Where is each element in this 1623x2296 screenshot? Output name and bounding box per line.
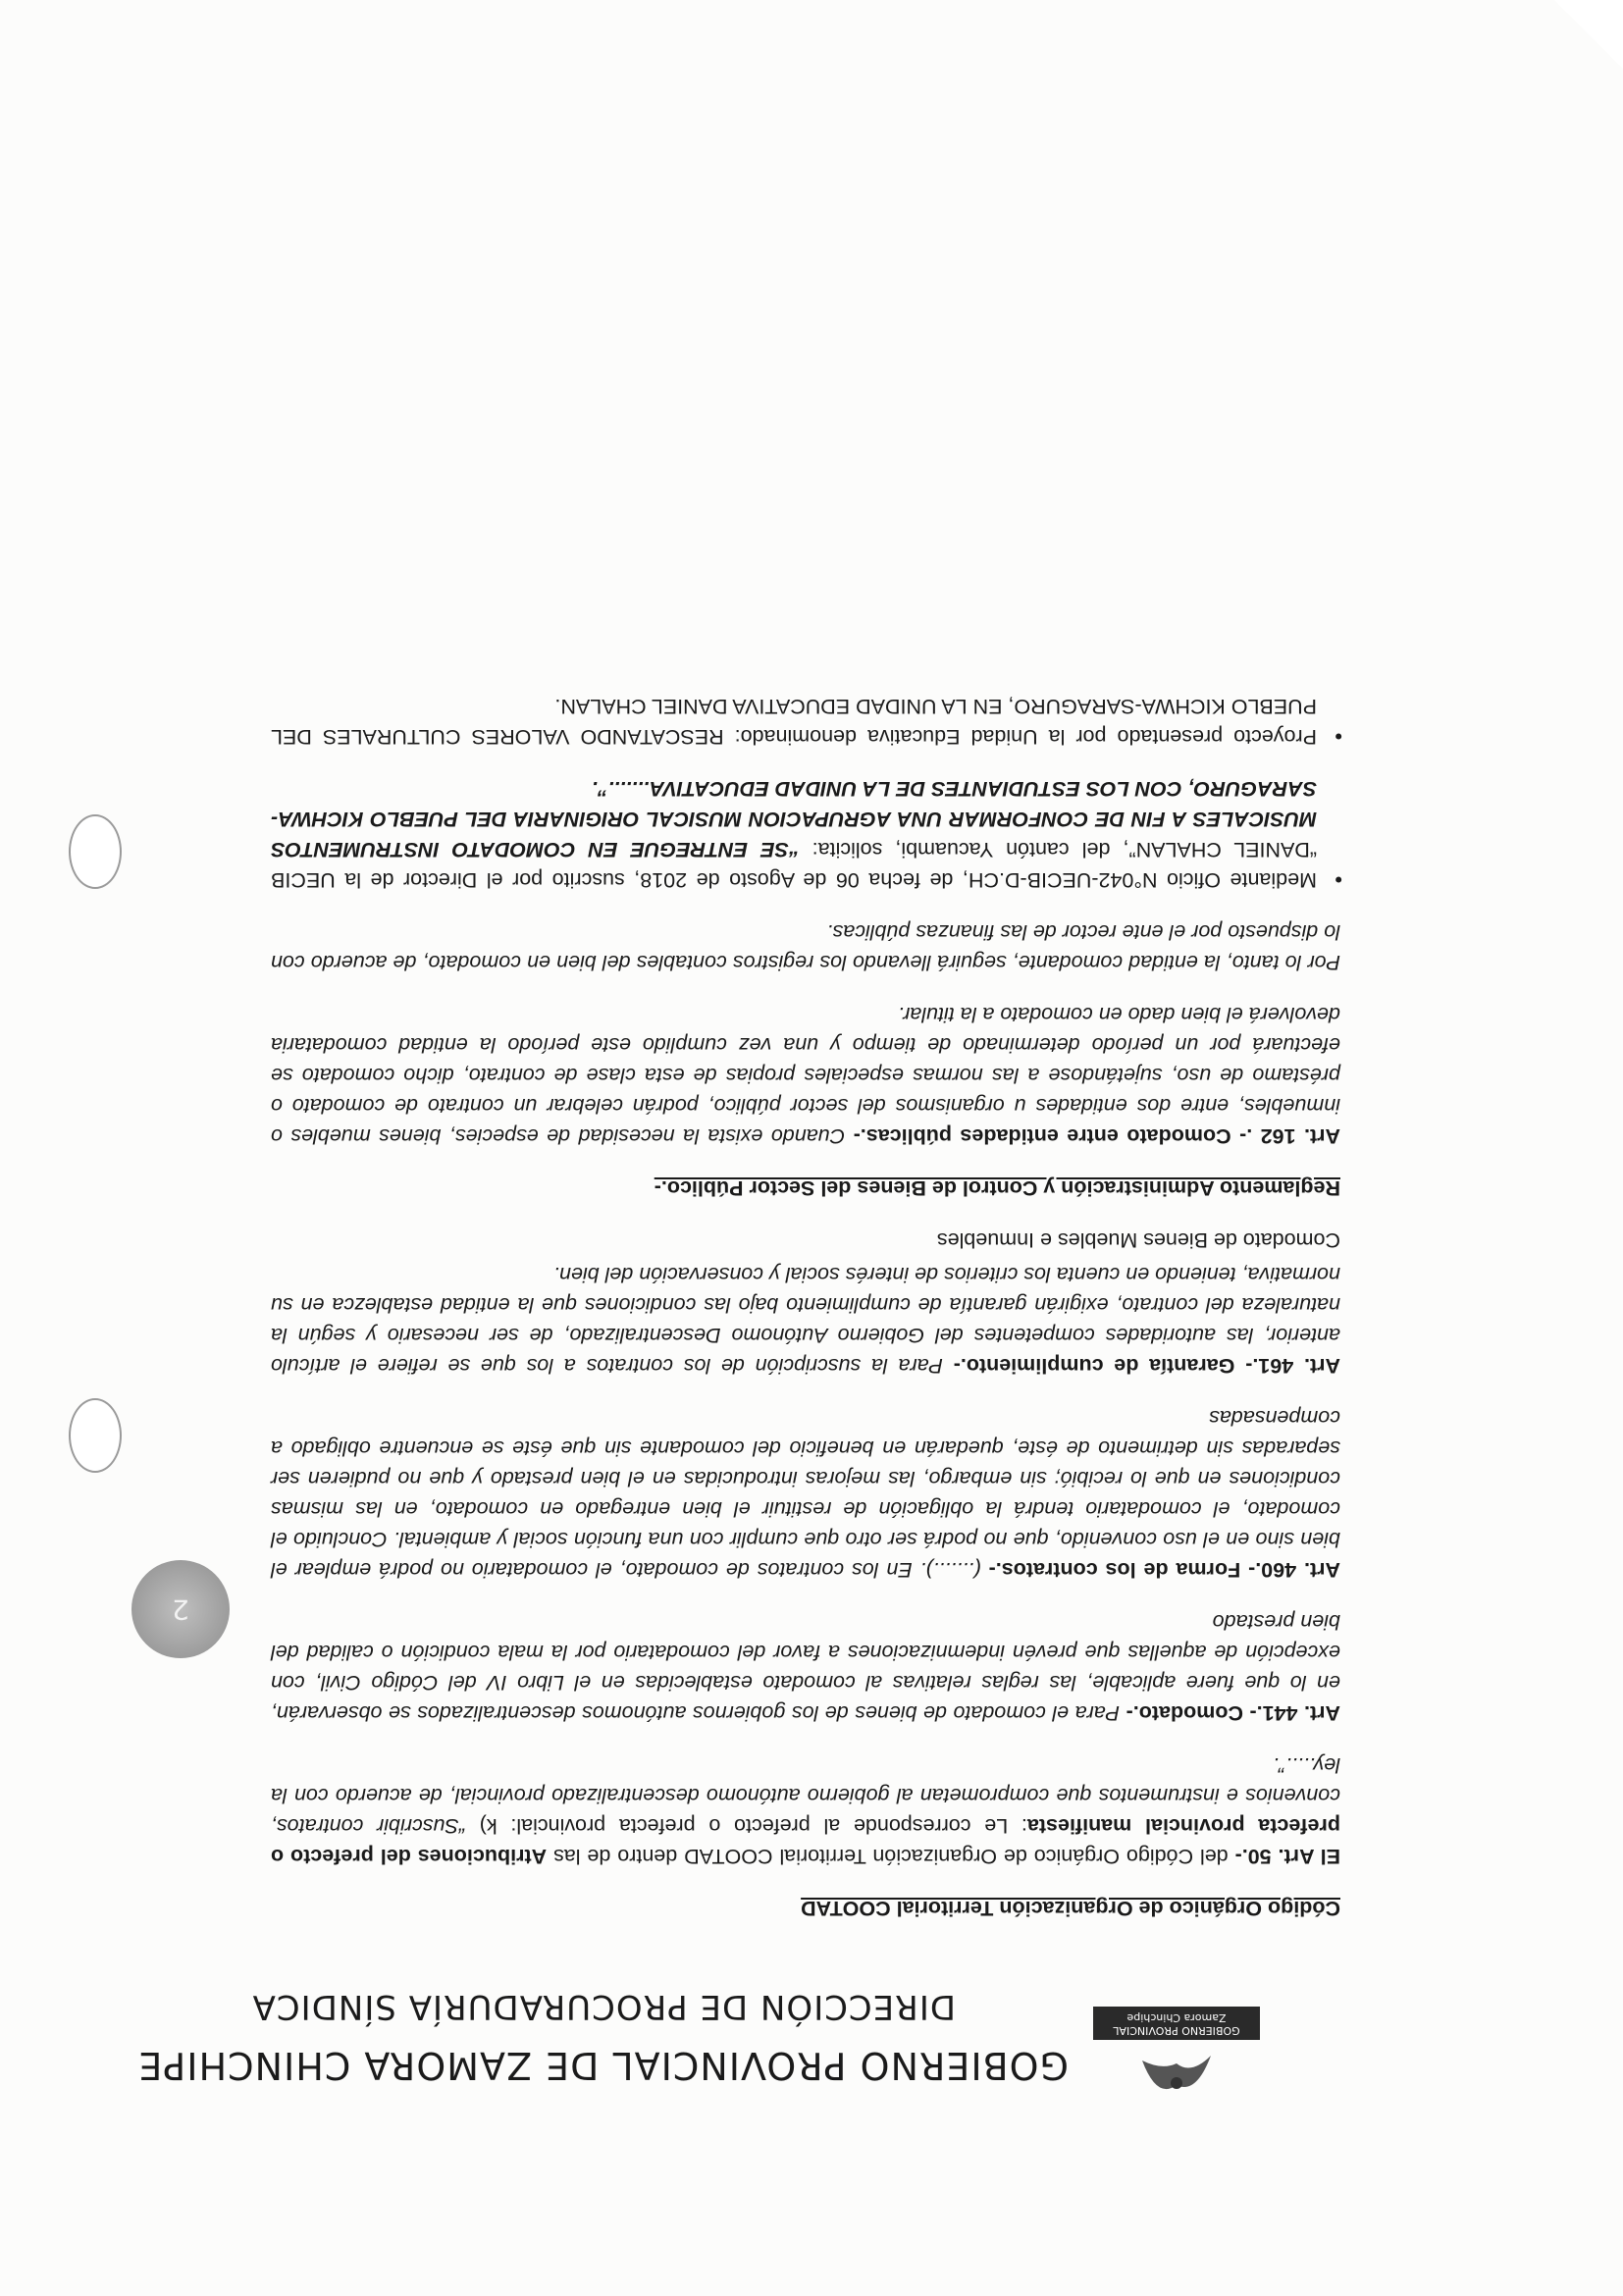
- art461-text: Para la suscripción de los contratos a los que se refiere el artículo anterior, las autoridades competentes del Gobierno Autónomo Descentralizado, de ser necesario y según la naturaleza del contrato, exigirán garantía de cumplimiento bajo las condiciones que la entidad establezca en su normativa, teniendo en cuenta los criterios de interés social y conservación del bien.: [271, 1263, 1340, 1378]
- art50-paragraph: [271, 1749, 1340, 1871]
- art461-lead: Art. 461.- Garantía de cumplimiento.-: [953, 1354, 1340, 1378]
- art50-text1: del Código Orgánico de Organización Territorial COOTAD dentro de las: [547, 1845, 1235, 1868]
- art50-quote: “Suscribir contratos, convenios e instrumentos que comprometan al gobierno autónomo descentralizado provincial, de acuerdo con la ley.....”.: [270, 1753, 1340, 1838]
- reglamento-heading: Reglamento Administración y Control de Bienes del Sector Público.-: [654, 1176, 1340, 1200]
- art50-bold: Atribuciones del prefecto o prefecta provincial manifiesta: [271, 1814, 1340, 1868]
- art162-paragraph-2: Por lo tanto, la entidad comodante, seguirá llevando los registros contables del bien en comodato, de acuerdo con lo dispuesto por el ente rector de las finanzas públicas.: [271, 920, 1340, 974]
- emblem-icon: [1132, 2046, 1221, 2105]
- art461-tail: Comodato de Bienes Muebles e Inmuebles: [936, 1228, 1340, 1252]
- bullet1-text: Mediante Oficio N°042-UECIB-D.CH, de fecha 06 de Agosto de 2018, suscrito por el Director de la UECIB “DANIEL CHALAN”, del cantón Yacuambi, solicita:: [271, 838, 1317, 892]
- art441-paragraph: [271, 1606, 1340, 1728]
- art441-lead: Art. 441.- Comodato.-: [1126, 1701, 1340, 1725]
- art50-text2: : Le corresponde al prefecto o prefecta provincial: k): [465, 1814, 1027, 1838]
- cootad-heading: Código Orgánico de Organización Territorial COOTAD: [801, 1897, 1340, 1920]
- document-body: [271, 669, 1340, 1923]
- letterhead: [137, 1977, 1260, 2114]
- art162-lead: Art. 162 .- Comodato entre entidades públicas.-: [853, 1124, 1340, 1148]
- art50-lead: El Art. 50.-: [1234, 1845, 1340, 1868]
- art460-text: (.......). En los contratos de comodato, el comodatario no podrá emplear el bien sino en el uso convenido, que no podrá ser otro que cumplir con una función social y ambiental. Concluido el comodato, el comodatario tendrá la obligación de restituir el bien entregado en comodato, en las mismas condiciones en que lo recibió; sin embargo, las mejoras introducidas en el bien prestado y que no pudieren ser separadas sin detrimento de éste, quedarán en beneficio del comodante sin que éste se encuentre obligado a compensadas: [271, 1406, 1340, 1582]
- provincial-logo: [1093, 1987, 1260, 2105]
- art162-text: Cuando exista la necesidad de especies, bienes muebles o inmuebles, entre dos entidades u organismos del sector público, podrán celebrar un contrato de comodato o préstamo de uso, sujetándose a las normas especiales propias de esta clase de contrato, dicho comodato se efectuará por un período determinado de tiempo y una vez cumplido este período la entidad comodataria devolverá el bien dado en comodato a la titular.: [271, 1003, 1340, 1148]
- art441-text: Para el comodato de bienes de los gobiernos autónomos descentralizados se observarán, en lo que fuere aplicable, las reglas relativas al comodato establecidas en el Libro IV del Código Civil, con excepción de aquellas que prevén indemnizaciones a favor del comodatario por la mala condición o calidad del bien prestado: [270, 1610, 1340, 1725]
- bullet-proyecto: • Proyecto presentado por la Unidad Educativa denominado: RESCATANDO VALORES CULTURALES DEL PUEBLO KICHWA-SARAGURO, EN LA UNIDAD EDUCATIVA DANIEL CHALAN.: [271, 691, 1340, 752]
- organization-title: GOBIERNO PROVINCIAL DE ZAMORA CHINCHIPE: [137, 2044, 1069, 2087]
- art461-paragraph: [271, 1259, 1340, 1381]
- page-number-stamp: 2: [131, 1560, 230, 1658]
- department-title: DIRECCIÓN DE PROCURADURÍA SÍNDICA: [251, 1987, 956, 2026]
- art460-lead: Art. 460.- Forma de los contratos.-: [988, 1558, 1340, 1582]
- art460-paragraph: [271, 1402, 1340, 1585]
- bullet-oficio: [271, 773, 1340, 895]
- bullet1-quote: “SE ENTREGUE EN COMODATO INSTRUMENTOS MUSICALES A FIN DE CONFORMAR UNA AGRUPACION MUSICAL ORIGINARIA DEL PUEBLO KICHWA- SARAGURO, CON LOS ESTUDIANTES DE LA UNIDAD EDUCATIVA.......”.: [271, 777, 1317, 861]
- art162-paragraph: [271, 999, 1340, 1151]
- logo-label: GOBIERNO PROVINCIAL Zamora Chinchipe: [1093, 2007, 1260, 2040]
